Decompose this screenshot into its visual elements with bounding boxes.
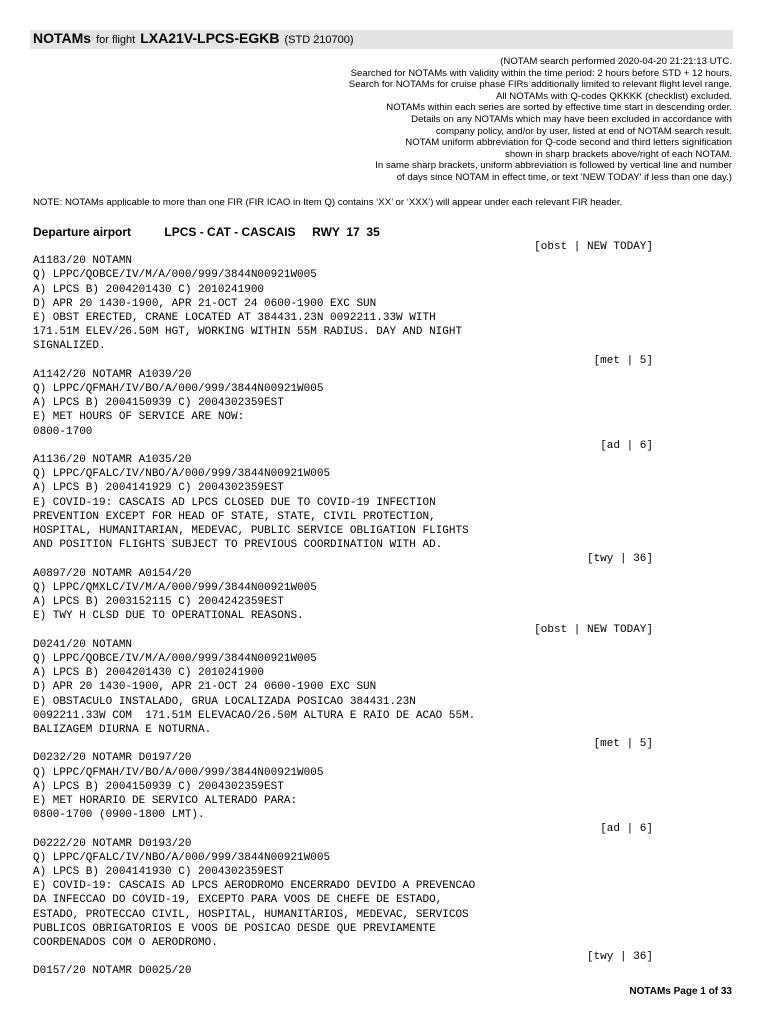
departure-label: Departure airport (33, 225, 132, 239)
notam-text-line: Q) LPPC/QFMAH/IV/BO/A/000/999/3844N00921W005 (33, 383, 324, 396)
notam-text-line: A) LPCS B) 2004201430 C) 2010241900 (33, 283, 265, 296)
notam-list (33, 240, 653, 979)
notam-text-line: A) LPCS B) 2004150939 C) 2004302359EST (33, 397, 284, 410)
header-title: NOTAMs (33, 30, 92, 46)
notam-category-tag: [ad | 6] (600, 823, 653, 836)
notam-text-line: Q) LPPC/QOBCE/IV/M/A/000/999/3844N00921W005 (33, 652, 317, 665)
header-for-flight-label: for flight (96, 34, 136, 46)
notam-item (33, 354, 653, 439)
notam-id: A0897/20 NOTAMR A0154/20 (33, 567, 192, 580)
page-footer: NOTAMs Page 1 of 33 (629, 986, 732, 997)
notam-text-line: AND POSITION FLIGHTS SUBJECT TO PREVIOUS COORDINATION WITH AD. (33, 539, 443, 552)
notam-text-line: 0800-1700 (33, 425, 93, 438)
search-info-line: All NOTAMs with Q-codes QKKKK (checklist) excluded. (495, 90, 732, 102)
departure-airport-heading (33, 225, 380, 239)
notam-text-line: Q) LPPC/QFMAH/IV/BO/A/000/999/3844N00921W005 (33, 766, 324, 779)
notam-text-line: A) LPCS B) 2004141930 C) 2004302359EST (33, 865, 284, 878)
notam-text-line: E) OBSTACULO INSTALADO, GRUA LOCALIZADA POSICAO 384431.23N (33, 695, 416, 708)
std-time: (STD 210700) (284, 34, 354, 46)
search-info-line: Search for NOTAMs for cruise phase FIRs additionally limited to relevant flight level range. (348, 79, 732, 91)
fir-note: NOTE: NOTAMs applicable to more than one FIR (FIR ICAO in Item Q) contains ‘XX’ or ‘XXX’) will appear under each relevant FIR header. (33, 197, 623, 208)
search-info-block (292, 56, 732, 184)
search-info-line: (NOTAM search performed 2020-04-20 21:21:13 UTC. (500, 56, 732, 67)
notam-category-tag: [twy | 36] (586, 553, 653, 566)
flight-id: LXA21V-LPCS-EGKB (140, 30, 280, 46)
notam-text-line: ESTADO, PROTECCAO CIVIL, HOSPITAL, HUMANITARIOS, MEDEVAC, SERVICOS (33, 908, 469, 921)
notam-text-line: E) MET HORARIO DE SERVICO ALTERADO PARA: (33, 794, 298, 807)
notam-item (33, 822, 653, 950)
notam-text-line: E) OBST ERECTED, CRANE LOCATED AT 384431.23N 0092211.33W WITH (33, 312, 436, 325)
notam-item (33, 439, 653, 553)
search-info-line: NOTAM uniform abbreviation for Q-code second and third letters signification (405, 137, 732, 149)
notam-id: A1183/20 NOTAMN (33, 255, 133, 268)
notam-text-line: Q) LPPC/QFALC/IV/NBO/A/000/999/3844N00921W005 (33, 851, 331, 864)
notam-text-line: DA INFECCAO DO COVID-19, EXCEPTO PARA VOOS DE CHEFE DE ESTADO, (33, 894, 443, 907)
notam-category-tag: [obst | NEW TODAY] (534, 624, 653, 637)
notam-text-line: A) LPCS B) 2004150939 C) 2004302359EST (33, 780, 284, 793)
notam-text-line: PREVENTION EXCEPT FOR HEAD OF STATE, STATE, CIVIL PROTECTION, (33, 510, 436, 523)
notam-text-line: E) MET HOURS OF SERVICE ARE NOW: (33, 411, 245, 424)
search-info-line: NOTAMs within each series are sorted by effective time start in descending order. (386, 102, 732, 114)
notam-category-tag: [met | 5] (593, 738, 653, 751)
notam-text-line: A) LPCS B) 2004201430 C) 2010241900 (33, 667, 265, 680)
search-info-line: company policy, and/or by user, listed at end of NOTAM search result. (435, 125, 732, 137)
notam-text-line: E) COVID-19: CASCAIS AD LPCS AERODROMO ENCERRADO DEVIDO A PREVENCAO (33, 880, 476, 893)
notam-id: D0232/20 NOTAMR D0197/20 (33, 752, 192, 765)
search-info-line: of days since NOTAM in effect time, or text 'NEW TODAY' if less than one day.) (396, 171, 732, 183)
notam-item (33, 240, 653, 354)
departure-airport-name: LPCS - CAT - CASCAIS (164, 225, 296, 239)
notam-text-line: A) LPCS B) 2004141929 C) 2004302359EST (33, 482, 284, 495)
search-info-line: In same sharp brackets, uniform abbreviation is followed by vertical line and number (375, 160, 732, 172)
search-info-line: Details on any NOTAMs which may have been excluded in accordance with (411, 113, 732, 125)
notam-text-line: Q) LPPC/QFALC/IV/NBO/A/000/999/3844N00921W005 (33, 468, 331, 481)
notam-id: D0157/20 NOTAMR D0025/20 (33, 965, 192, 978)
notam-text-line: PUBLICOS OBRIGATORIOS E VOOS DE POSICAO DESDE QUE PREVIAMENTE (33, 922, 436, 935)
notam-id: D0222/20 NOTAMR D0193/20 (33, 837, 192, 850)
notam-item (33, 552, 653, 623)
notam-text-line: Q) LPPC/QOBCE/IV/M/A/000/999/3844N00921W005 (33, 269, 317, 282)
notam-category-tag: [obst | NEW TODAY] (534, 241, 653, 253)
notam-text-line: D) APR 20 1430-1900, APR 21-OCT 24 0600-1900 EXC SUN (33, 297, 377, 310)
notam-id: D0241/20 NOTAMN (33, 638, 133, 651)
notam-text-line: E) COVID-19: CASCAIS AD LPCS CLOSED DUE TO COVID-19 INFECTION (33, 496, 436, 509)
notam-text-line: A) LPCS B) 2003152115 C) 2004242359EST (33, 596, 284, 609)
notam-text-line: SIGNALIZED. (33, 340, 106, 353)
notam-text-line: HOSPITAL, HUMANITARIAN, MEDEVAC, PUBLIC SERVICE OBLIGATION FLIGHTS (33, 525, 469, 538)
notam-id: A1136/20 NOTAMR A1035/20 (33, 454, 192, 467)
notam-text-line: E) TWY H CLSD DUE TO OPERATIONAL REASONS. (33, 610, 304, 623)
notam-text-line: Q) LPPC/QMXLC/IV/M/A/000/999/3844N00921W005 (33, 581, 317, 594)
notam-text-line: 171.51M ELEV/26.50M HGT, WORKING WITHIN 55M RADIUS. DAY AND NIGHT (33, 326, 463, 339)
notam-text-line: BALIZAGEM DIURNA E NOTURNA. (33, 723, 212, 736)
document-header (30, 30, 733, 49)
notam-item (33, 737, 653, 822)
notam-category-tag: [ad | 6] (600, 439, 653, 452)
search-info-line: shown in sharp brackets above/right of each NOTAM. (505, 148, 732, 160)
notam-item (33, 623, 653, 737)
notam-item (33, 950, 653, 978)
notam-id: A1142/20 NOTAMR A1039/20 (33, 368, 192, 381)
notam-text-line: 0800-1700 (0900-1800 LMT). (33, 809, 205, 822)
search-info-line: Searched for NOTAMs with validity within the time period: 2 hours before STD + 12 hours. (350, 67, 732, 79)
notam-category-tag: [twy | 36] (586, 951, 653, 964)
notam-text-line: COORDENADOS COM O AERODROMO. (33, 936, 218, 949)
notam-category-tag: [met | 5] (593, 354, 653, 367)
notam-text-line: D) APR 20 1430-1900, APR 21-OCT 24 0600-1900 EXC SUN (33, 681, 377, 694)
notam-text-line: 0092211.33W COM 171.51M ELEVACAO/26.50M ALTURA E RAIO DE ACAO 55M. (33, 709, 476, 722)
departure-runway: RWY 17 35 (312, 225, 380, 239)
